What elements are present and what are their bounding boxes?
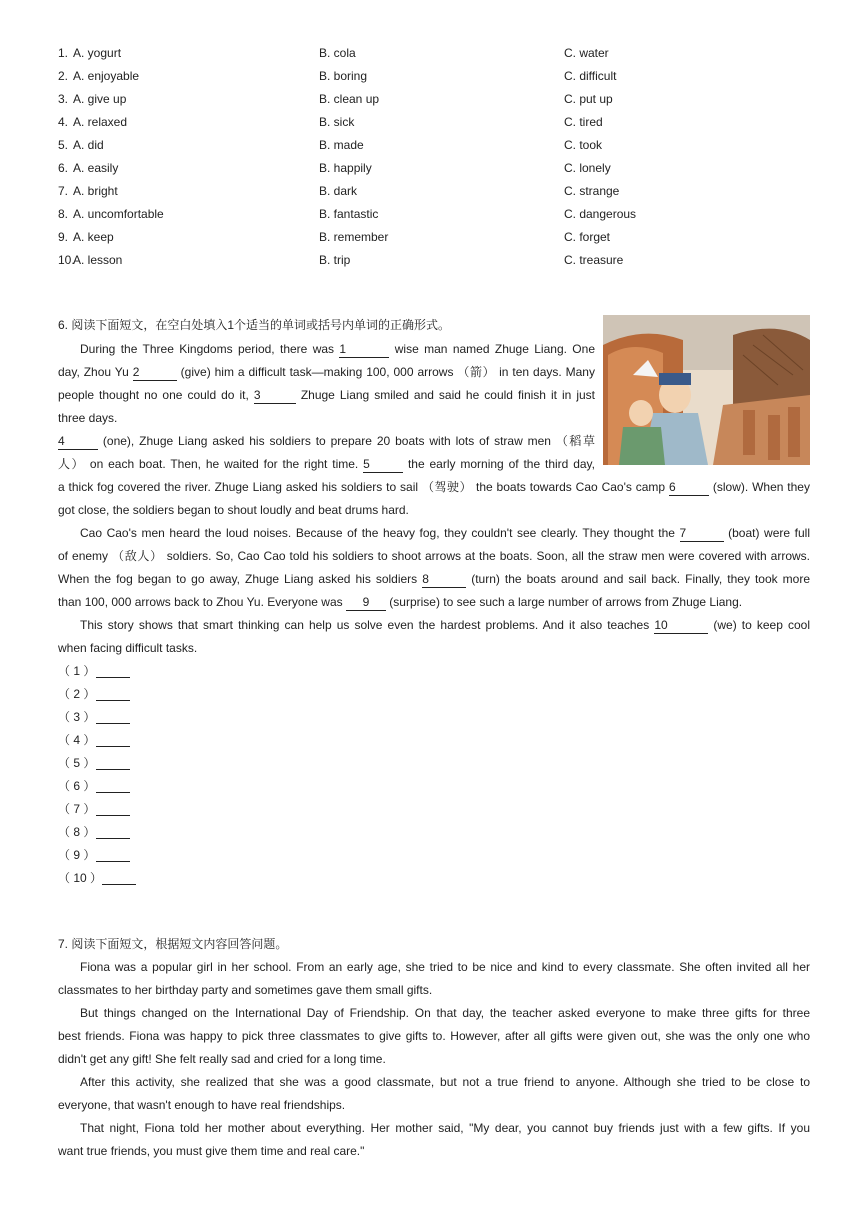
option-row [58,136,818,154]
passage-line: Fiona was a popular girl in her school. From an early age, she tried to be nice and kind to every classmate. She often invited all her [80,960,810,974]
option-a: A. did [73,138,104,152]
passage-line [58,453,595,476]
passage-line [58,591,810,614]
blank: 8 [422,572,466,588]
answer-blank[interactable] [96,849,130,862]
answer-label: （ 10 ） [58,871,103,885]
passage-text: the early morning of the third day, [403,457,595,471]
answer-blank[interactable] [96,757,130,770]
passage-text: Zhuge Liang smiled and said he could finish it in just [295,388,595,402]
passage-text: day, Zhou Yu [58,365,133,379]
option-b: B. boring [319,69,368,83]
blank: 5 [363,457,403,473]
passage-line [58,568,810,591]
passage-line: classmates to her birthday party and sometimes gave them small gifts. [58,983,433,997]
answer-label: （ 1 ） [58,664,96,678]
option-a: A. lesson [73,253,123,267]
question-7-heading: 7. 阅读下面短文，根据短文内容回答问题。 [58,937,288,951]
answer-blank[interactable] [96,688,130,701]
answer-line [58,660,130,683]
passage-text: Cao Cao's men heard the loud noises. Because of the heavy fog, they couldn't see clearly. They thought the [80,526,680,540]
answer-blank[interactable] [96,826,130,839]
passage-line: everyone, that wasn't enough to have real friendships. [58,1098,346,1112]
answer-label: （ 8 ） [58,825,96,839]
option-row [58,251,818,269]
option-row [58,44,818,62]
passage-line [58,522,810,545]
blank: 10 [654,618,708,634]
passage-text: a thick fog covered the river. Zhuge Liang asked his soldiers to sail （驾驶） the boats towards Cao Cao's camp [58,480,669,494]
option-b: B. made [319,138,364,152]
option-row [58,67,818,85]
passage-line [58,384,595,407]
option-number: 7. [58,184,69,198]
passage-line: best friends. Fiona was happy to pick three classmates to give gifts to. However, after all gifts were given out, she was the only one who [58,1029,810,1043]
passage-line [58,338,595,361]
passage-line: didn't get any gift! She felt really sad and cried for a long time. [58,1052,386,1066]
option-b: B. remember [319,230,389,244]
answer-label: （ 9 ） [58,848,96,862]
passage-text: than 100, 000 arrows back to Zhou Yu. Everyone was [58,595,346,609]
answer-label: （ 5 ） [58,756,96,770]
passage-line [58,614,810,637]
option-c: C. lonely [564,161,611,175]
passage-line: But things changed on the International Day of Friendship. On that day, the teacher asked everyone to make three gifts for three [80,1006,810,1020]
answer-label: （ 3 ） [58,710,96,724]
passage-line [58,361,595,384]
blank: 1 [339,342,389,358]
option-number: 3. [58,92,69,106]
passage-text: (boat) were full [723,526,810,540]
passage-text: During the Three Kingdoms period, there was [80,342,340,356]
blank: 2 [133,365,177,381]
option-c: C. forget [564,230,611,244]
option-c: C. strange [564,184,620,198]
answer-label: （ 6 ） [58,779,96,793]
option-a: A. enjoyable [73,69,140,83]
answer-line [58,752,130,775]
option-b: B. dark [319,184,358,198]
option-c: C. dangerous [564,207,637,221]
option-number: 1. [58,46,69,60]
passage-line: After this activity, she realized that she was a good classmate, but not a true friend to anyone. Although she tried to be close to [80,1075,810,1089]
answer-blank[interactable] [96,803,130,816]
option-number: 4. [58,115,69,129]
passage-text: (surprise) to see such a large number of arrows from Zhuge Liang. [385,595,743,609]
zhuge-liang-boat-illustration [603,315,810,465]
option-a: A. bright [73,184,118,198]
blank: 9 [346,595,386,611]
option-a: A. easily [73,161,119,175]
option-number: 9. [58,230,69,244]
option-number: 6. [58,161,69,175]
passage-line: want true friends, you must give them time and real care." [58,1144,365,1158]
option-c: C. tired [564,115,603,129]
passage-line: of enemy （敌人） soldiers. So, Cao Cao told his soldiers to shoot arrows at the boats. Soon, all the straw men were covered with arrows. [58,549,810,563]
option-c: C. treasure [564,253,624,267]
passage-text: wise man named Zhuge Liang. One [389,342,595,356]
option-a: A. yogurt [73,46,122,60]
answer-line [58,706,130,729]
option-c: C. took [564,138,603,152]
answer-blank[interactable] [96,665,130,678]
option-c: C. water [564,46,609,60]
option-number: 2. [58,69,69,83]
option-row [58,159,818,177]
answer-blank[interactable] [102,872,136,885]
option-a: A. relaxed [73,115,128,129]
passage-line: three days. [58,411,118,425]
answer-line [58,683,130,706]
option-b: B. clean up [319,92,380,106]
passage-text: When the fog began to go away, Zhuge Liang asked his soldiers [58,572,423,586]
option-c: C. put up [564,92,613,106]
blank: 3 [254,388,296,404]
option-b: B. cola [319,46,356,60]
option-number: 8. [58,207,69,221]
option-row [58,205,818,223]
passage-text: (slow). When they [708,480,810,494]
answer-line [58,729,130,752]
answer-blank[interactable] [96,780,130,793]
passage-text: This story shows that smart thinking can help us solve even the hardest problems. And it also teaches [80,618,655,632]
answer-label: （ 2 ） [58,687,96,701]
answer-blank[interactable] [96,734,130,747]
option-a: A. uncomfortable [73,207,164,221]
answer-blank[interactable] [96,711,130,724]
passage-text: (turn) the boats around and sail back. Finally, they took more [466,572,810,586]
question-6-heading: 6. 阅读下面短文，在空白处填入1个适当的单词或括号内单词的正确形式。 [58,318,451,332]
answer-line [58,775,130,798]
answer-line [58,844,130,867]
passage-line: when facing difficult tasks. [58,641,198,655]
answer-line [58,867,136,890]
option-row [58,113,818,131]
answer-line [58,821,130,844]
option-a: A. keep [73,230,114,244]
option-b: B. trip [319,253,351,267]
passage-line: That night, Fiona told her mother about everything. Her mother said, "My dear, you cannot buy friends just with a few gifts. If you [80,1121,810,1135]
option-a: A. give up [73,92,127,106]
answer-label: （ 4 ） [58,733,96,747]
answer-line [58,798,130,821]
passage-text: 人） on each boat. Then, he waited for the right time. [58,457,364,471]
option-c: C. difficult [564,69,617,83]
blank: 6 [669,480,709,496]
option-row [58,228,818,246]
answer-label: （ 7 ） [58,802,96,816]
passage-line: got close, the soldiers began to shout loudly and beat drums hard. [58,503,409,517]
option-number: 5. [58,138,69,152]
option-b: B. sick [319,115,355,129]
blank: 7 [680,526,724,542]
option-row [58,182,818,200]
passage-text: (give) him a difficult task—making 100, 000 arrows （箭） in ten days. Many [176,365,595,379]
passage-text: (we) to keep cool [708,618,810,632]
option-b: B. happily [319,161,372,175]
option-row [58,90,818,108]
passage-text: (one), Zhuge Liang asked his soldiers to prepare 20 boats with lots of straw men （稻草 [98,434,595,448]
option-b: B. fantastic [319,207,379,221]
option-number: 10. [58,253,75,267]
passage-line [58,430,595,453]
passage-text: people thought no one could do it, [58,388,254,402]
blank: 4 [58,434,98,450]
passage-line [58,476,810,499]
